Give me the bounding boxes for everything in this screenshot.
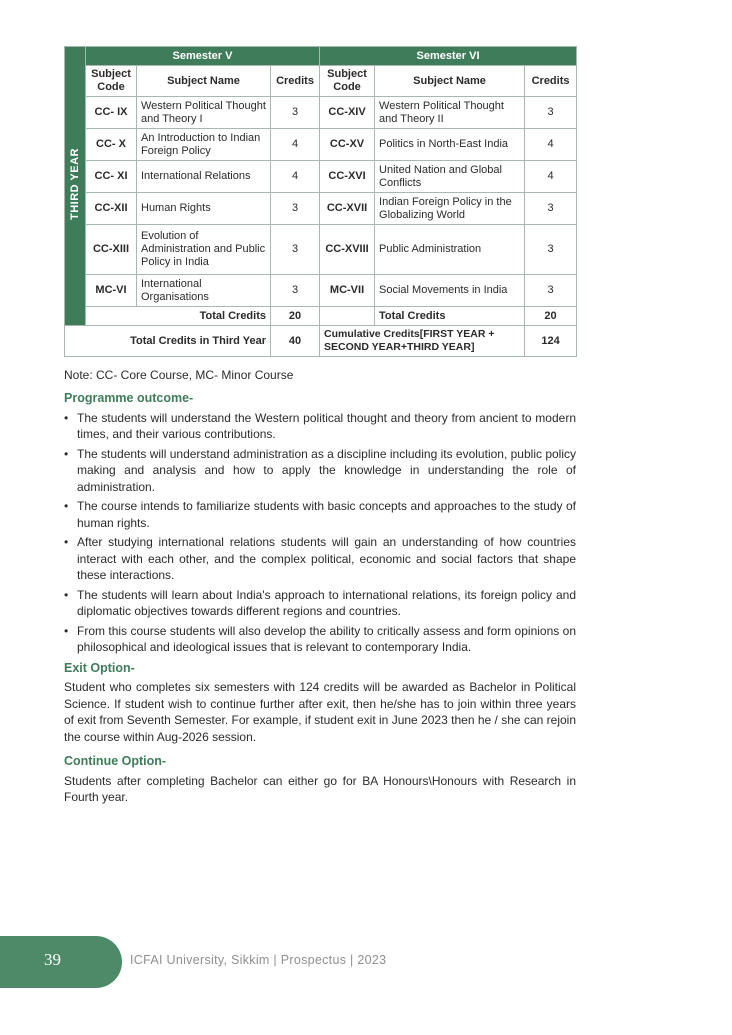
subject-name: Public Administration (375, 225, 525, 275)
subject-credits: 3 (525, 275, 577, 307)
subject-name: Evolution of Administration and Public Policy in India (137, 225, 271, 275)
subject-name: Western Political Thought and Theory I (137, 97, 271, 129)
list-item (64, 587, 576, 620)
subject-code: CC- X (86, 129, 137, 161)
footer-text: ICFAI University, Sikkim | Prospectus | 2023 (130, 953, 387, 967)
outcome-text: The students will understand the Western political thought and theory from ancient to modern times, and their various contributions. (77, 410, 576, 441)
outcome-text: After studying international relations students will gain an understanding of how countries interact with each other, and the complex political, economic and social factors that shape these interactions. (77, 535, 576, 582)
list-item (64, 623, 576, 656)
year-total-label: Total Credits in Third Year (65, 326, 271, 357)
outcome-text: The students will learn about India's approach to international relations, its foreign policy and diplomatic objectives towards different regions and countries. (77, 587, 576, 618)
subject-credits: 4 (525, 161, 577, 193)
page-number: 39 (44, 950, 61, 969)
programme-outcome-heading: Programme outcome- (64, 391, 194, 405)
col-header-credits: Credits (271, 66, 320, 97)
table-row (65, 225, 577, 275)
continue-option-text: Students after completing Bachelor can either go for BA Honours\Honours with Research in Fourth year. (64, 773, 576, 804)
subject-name: International Relations (137, 161, 271, 193)
subject-name: Politics in North-East India (375, 129, 525, 161)
subject-credits: 3 (271, 225, 320, 275)
footer-tab (0, 936, 122, 988)
subject-credits: 4 (525, 129, 577, 161)
col-header-code: Subject Code (320, 66, 375, 97)
outcome-text: The course intends to familiarize students with basic concepts and approaches to the study of human rights. (77, 499, 576, 530)
subject-name: Western Political Thought and Theory II (375, 97, 525, 129)
subject-credits: 3 (271, 193, 320, 225)
subject-code: CC-XIII (86, 225, 137, 275)
list-item (64, 446, 576, 496)
total-credits-label: Total Credits (375, 307, 525, 326)
total-credits-sem5: 20 (271, 307, 320, 326)
subject-name: International Organisations (137, 275, 271, 307)
table-note: Note: CC- Core Course, MC- Minor Course (64, 368, 294, 382)
bullet-icon: • (64, 535, 69, 549)
subject-credits: 3 (525, 225, 577, 275)
outcome-text: From this course students will also develop the ability to critically assess and form opinions on philosophical and ideological issues that is relevant to contemporary India. (77, 623, 576, 654)
subject-code: CC- IX (86, 97, 137, 129)
outcome-text: The students will understand administration as a discipline including its evolution, public policy making and analysis and how to apply the knowledge in understanding the role of administration. (77, 446, 576, 494)
subject-code: CC-XVII (320, 193, 375, 225)
year-total-value: 40 (271, 326, 320, 357)
continue-option-heading: Continue Option- (64, 754, 167, 768)
subject-credits: 3 (271, 97, 320, 129)
col-header-code: Subject Code (86, 66, 137, 97)
total-credits-label: Total Credits (86, 307, 271, 326)
subject-credits: 3 (525, 97, 577, 129)
bullet-icon: • (64, 410, 69, 425)
bullet-icon: • (64, 623, 69, 638)
list-item (64, 410, 576, 443)
curriculum-table-wrapper (64, 46, 576, 357)
total-credits-row (65, 307, 577, 326)
bullet-icon: • (64, 446, 69, 461)
empty-cell (320, 307, 375, 326)
cumulative-credits-value: 124 (525, 326, 577, 357)
subject-credits: 3 (525, 193, 577, 225)
subject-code: CC-XVI (320, 161, 375, 193)
subject-name: United Nation and Global Conflicts (375, 161, 525, 193)
col-header-name: Subject Name (137, 66, 271, 97)
year-label: THIRD YEAR (68, 147, 81, 221)
subject-name: Human Rights (137, 193, 271, 225)
semester-6-header: Semester VI (320, 47, 577, 66)
table-row (65, 129, 577, 161)
exit-option-text: Student who completes six semesters with 124 credits will be awarded as Bachelor in Political Science. If student wish to continue further after exit, then he/she has to join within three years of exit from Seventh Semester. For example, if student exit in June 2023 then he / she can rejoin the course within Aug-2026 session. (64, 680, 576, 744)
subject-name: Social Movements in India (375, 275, 525, 307)
bullet-icon: • (64, 499, 69, 513)
subject-code: CC-XV (320, 129, 375, 161)
year-total-row (65, 326, 577, 357)
table-row (65, 275, 577, 307)
table-row (65, 193, 577, 225)
subject-credits: 3 (271, 275, 320, 307)
col-header-credits: Credits (525, 66, 577, 97)
subject-credits: 4 (271, 129, 320, 161)
programme-outcome-list (64, 410, 576, 656)
subject-name: An Introduction to Indian Foreign Policy (137, 129, 271, 161)
exit-option-heading: Exit Option- (64, 660, 135, 675)
year-label-cell (65, 47, 86, 326)
subject-code: CC- XI (86, 161, 137, 193)
main-content (64, 390, 576, 814)
table-row (65, 97, 577, 129)
subject-code: MC-VII (320, 275, 375, 307)
subject-code: MC-VI (86, 275, 137, 307)
col-header-name: Subject Name (375, 66, 525, 97)
bullet-icon: • (64, 587, 69, 602)
subject-name: Indian Foreign Policy in the Globalizing World (375, 193, 525, 225)
subject-code: CC-XII (86, 193, 137, 225)
subject-code: CC-XVIII (320, 225, 375, 275)
table-row (65, 161, 577, 193)
subject-code: CC-XIV (320, 97, 375, 129)
curriculum-table (64, 46, 577, 357)
list-item (64, 534, 576, 584)
subject-credits: 4 (271, 161, 320, 193)
semester-5-header: Semester V (86, 47, 320, 66)
total-credits-sem6: 20 (525, 307, 577, 326)
list-item (64, 498, 576, 531)
cumulative-credits-label: Cumulative Credits[FIRST YEAR + SECOND YEAR+THIRD YEAR] (320, 326, 525, 357)
